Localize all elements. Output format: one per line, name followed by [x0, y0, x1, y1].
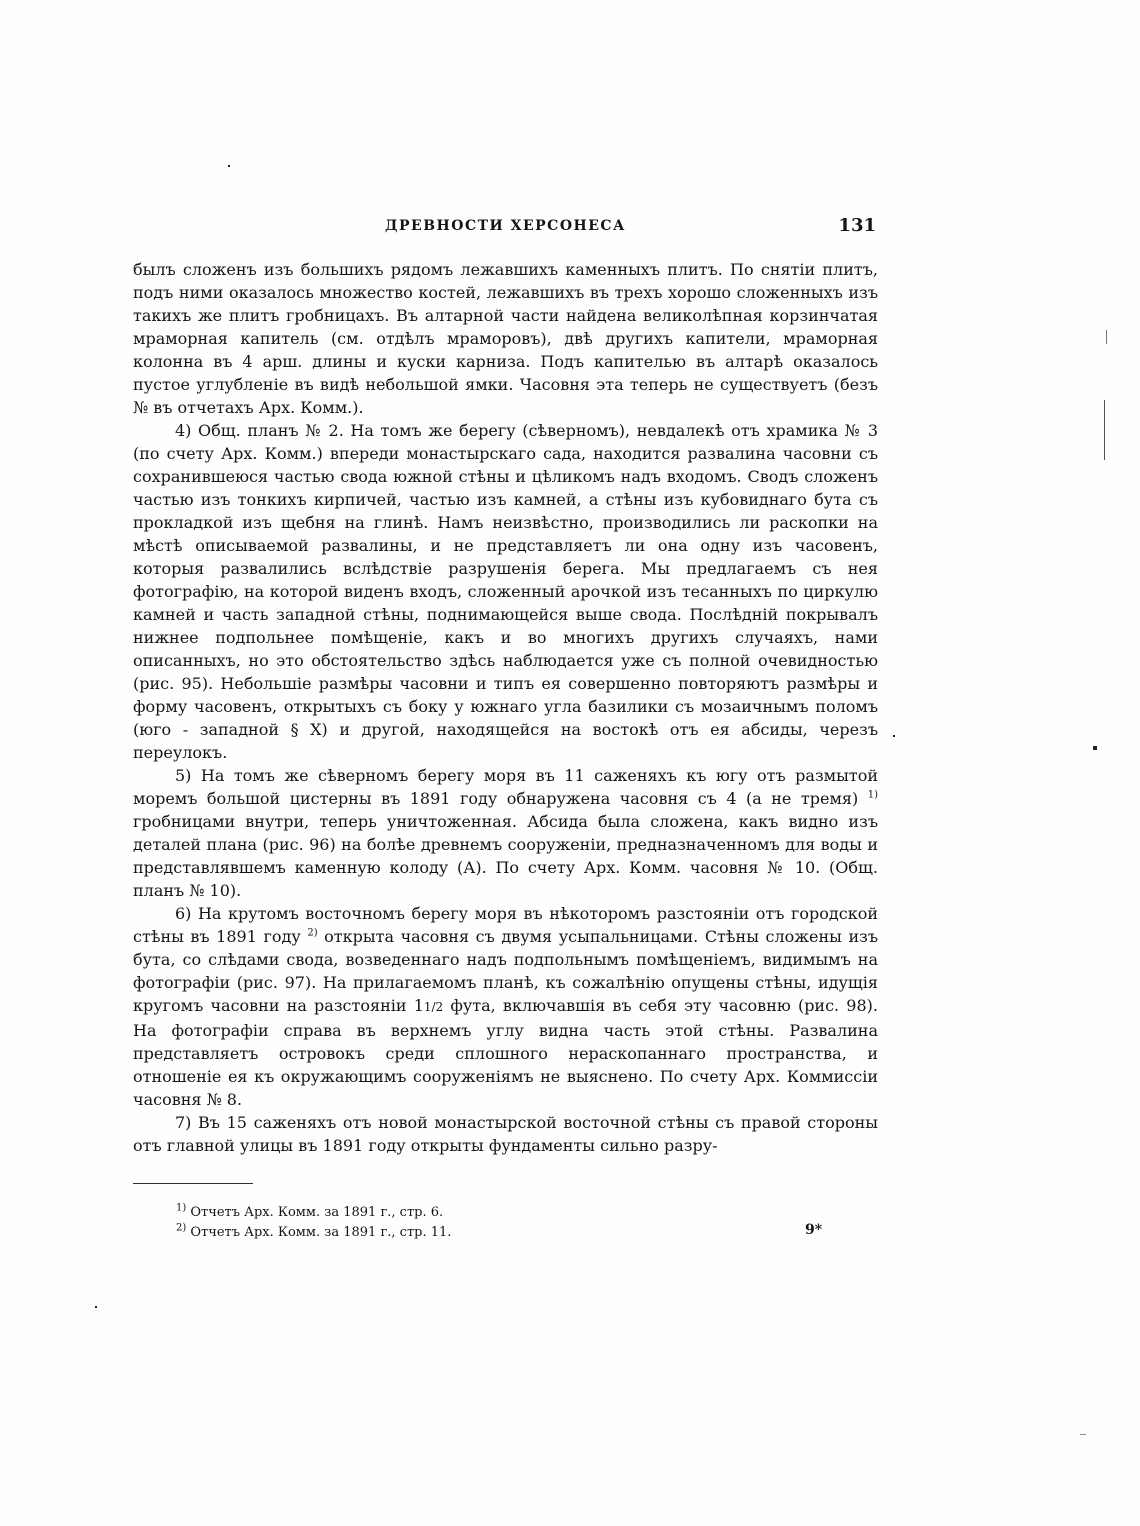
printer-signature: 9*: [805, 1222, 823, 1238]
footnote-rule: [133, 1183, 253, 1184]
scan-speck: [228, 165, 230, 167]
footnote-ref-2: 2): [307, 927, 318, 939]
footnote-2: [176, 1223, 696, 1243]
scan-speck: [1106, 330, 1107, 344]
scan-speck: [1080, 1434, 1086, 1435]
fraction-half: 1/2: [423, 1000, 444, 1014]
paragraph-6-text-c: фута, включавшія въ себя эту часовню (рис. 98). На фотографіи справа въ верхнемъ углу видна часть этой стѣны. Развалина представляетъ островокъ среди сплошного нераскопаннаго пространства, и отношеніе ея къ окружающимъ сооруженіямъ не выяснено. По счету Арх. Коммиссіи часовня № 8.: [133, 996, 878, 1109]
paragraph-6-text-b: открыта часовня съ двумя усыпальницами. Стѣны сложены изъ бута, со слѣдами свода, возведеннаго надъ подпольнымъ помѣщеніемъ, видимымъ на фотографіи (рис. 97). На прилагаемомъ планѣ, къ сожалѣнію опущены стѣны, идущія кругомъ часовни на разстояніи 1: [133, 927, 879, 1015]
footnote-1-mark: 1): [176, 1202, 187, 1214]
paragraph-6-text-a: 6) На крутомъ восточномъ берегу моря въ нѣкоторомъ разстояніи отъ городской стѣны въ 1891 году: [133, 904, 878, 946]
footnote-2-text: Отчетъ Арх. Комм. за 1891 г., стр. 11.: [186, 1225, 452, 1240]
paragraph-6: [133, 902, 878, 1111]
footnote-1-text: Отчетъ Арх. Комм. за 1891 г., стр. 6.: [186, 1205, 444, 1220]
paragraph-5-text-a: 5) На томъ же сѣверномъ берегу моря въ 11 саженяхъ къ югу отъ размытой моремъ большой цистерны въ 1891 году обнаружена часовня съ 4 (а не тремя): [133, 766, 878, 808]
body-text: [133, 258, 878, 1157]
footnote-2-mark: 2): [176, 1222, 187, 1234]
paragraph-4: 4) Общ. планъ № 2. На томъ же берегу (сѣверномъ), невдалекѣ отъ храмика № 3 (по счету Арх. Комм.) впереди монастырскаго сада, находится развалина часовни съ сохранившеюся частью свода южной стѣны и цѣликомъ надъ входомъ. Сводъ сложенъ частью изъ тонкихъ кирпичей, частью изъ камней, а стѣны изъ кубовиднаго бута съ прокладкой изъ щебня на глинѣ. Намъ неизвѣстно, производились ли раскопки на мѣстѣ описываемой развалины, и не представляетъ ли она одну изъ часовенъ, которыя развалились вслѣдствіе разрушенія берега. Мы предлагаемъ съ нея фотографію, на которой виденъ входъ, сложенный арочкой изъ тесанныхъ по циркулю камней и часть западной стѣны, поднимающейся выше свода. Послѣдній покрывалъ нижнее подпольнее помѣщеніе, какъ и во многихъ другихъ случаяхъ, нами описанныхъ, но это обстоятельство здѣсь наблюдается уже съ полной очевидностью (рис. 95). Небольшіе размѣры часовни и типъ ея совершенно повторяютъ размѣры и форму часовенъ, открытыхъ съ боку у южнаго угла базилики съ мозаичнымъ поломъ (юго - западной § X) и другой, находящейся на востокѣ отъ ея абсиды, черезъ переулокъ.: [133, 421, 878, 762]
paragraph-7: 7) Въ 15 саженяхъ отъ новой монастырской восточной стѣны съ правой стороны отъ главной улицы въ 1891 году открыты фундаменты сильно разру-: [133, 1113, 878, 1155]
scan-speck: [1104, 400, 1105, 460]
paragraph-5: [133, 764, 878, 902]
running-title: ДРЕВНОСТИ ХЕРСОНЕСА: [385, 218, 626, 234]
page-number: 131: [838, 215, 876, 236]
scan-speck: [893, 735, 895, 737]
paragraph-5-text-b: гробницами внутри, теперь уничтоженная. Абсида была сложена, какъ видно изъ деталей плана (рис. 96) на болѣе древнемъ сооруженіи, предназначенномъ для воды и представлявшемъ каменную колоду (А). По счету Арх. Комм. часовня № 10. (Общ. планъ № 10).: [133, 812, 878, 900]
footnote-1: [176, 1203, 696, 1223]
footnote-ref-1: 1): [867, 789, 878, 801]
scan-speck: [95, 1306, 97, 1308]
scan-speck: [1093, 746, 1097, 750]
page-header: [133, 215, 878, 243]
paragraph-continuation: былъ сложенъ изъ большихъ рядомъ лежавшихъ каменныхъ плитъ. По снятіи плитъ, подъ ними оказалось множество костей, лежавшихъ въ трехъ хорошо сложенныхъ изъ такихъ же плитъ гробницахъ. Въ алтарной части найдена великолѣпная корзинчатая мраморная капитель (см. отдѣлъ мраморовъ), двѣ другихъ капители, мраморная колонна въ 4 арш. длины и куски карниза. Подъ капителью въ алтарѣ оказалось пустое углубленіе въ видѣ небольшой ямки. Часовня эта теперь не существуетъ (безъ № въ отчетахъ Арх. Комм.).: [133, 260, 878, 417]
footnotes: [176, 1203, 696, 1243]
